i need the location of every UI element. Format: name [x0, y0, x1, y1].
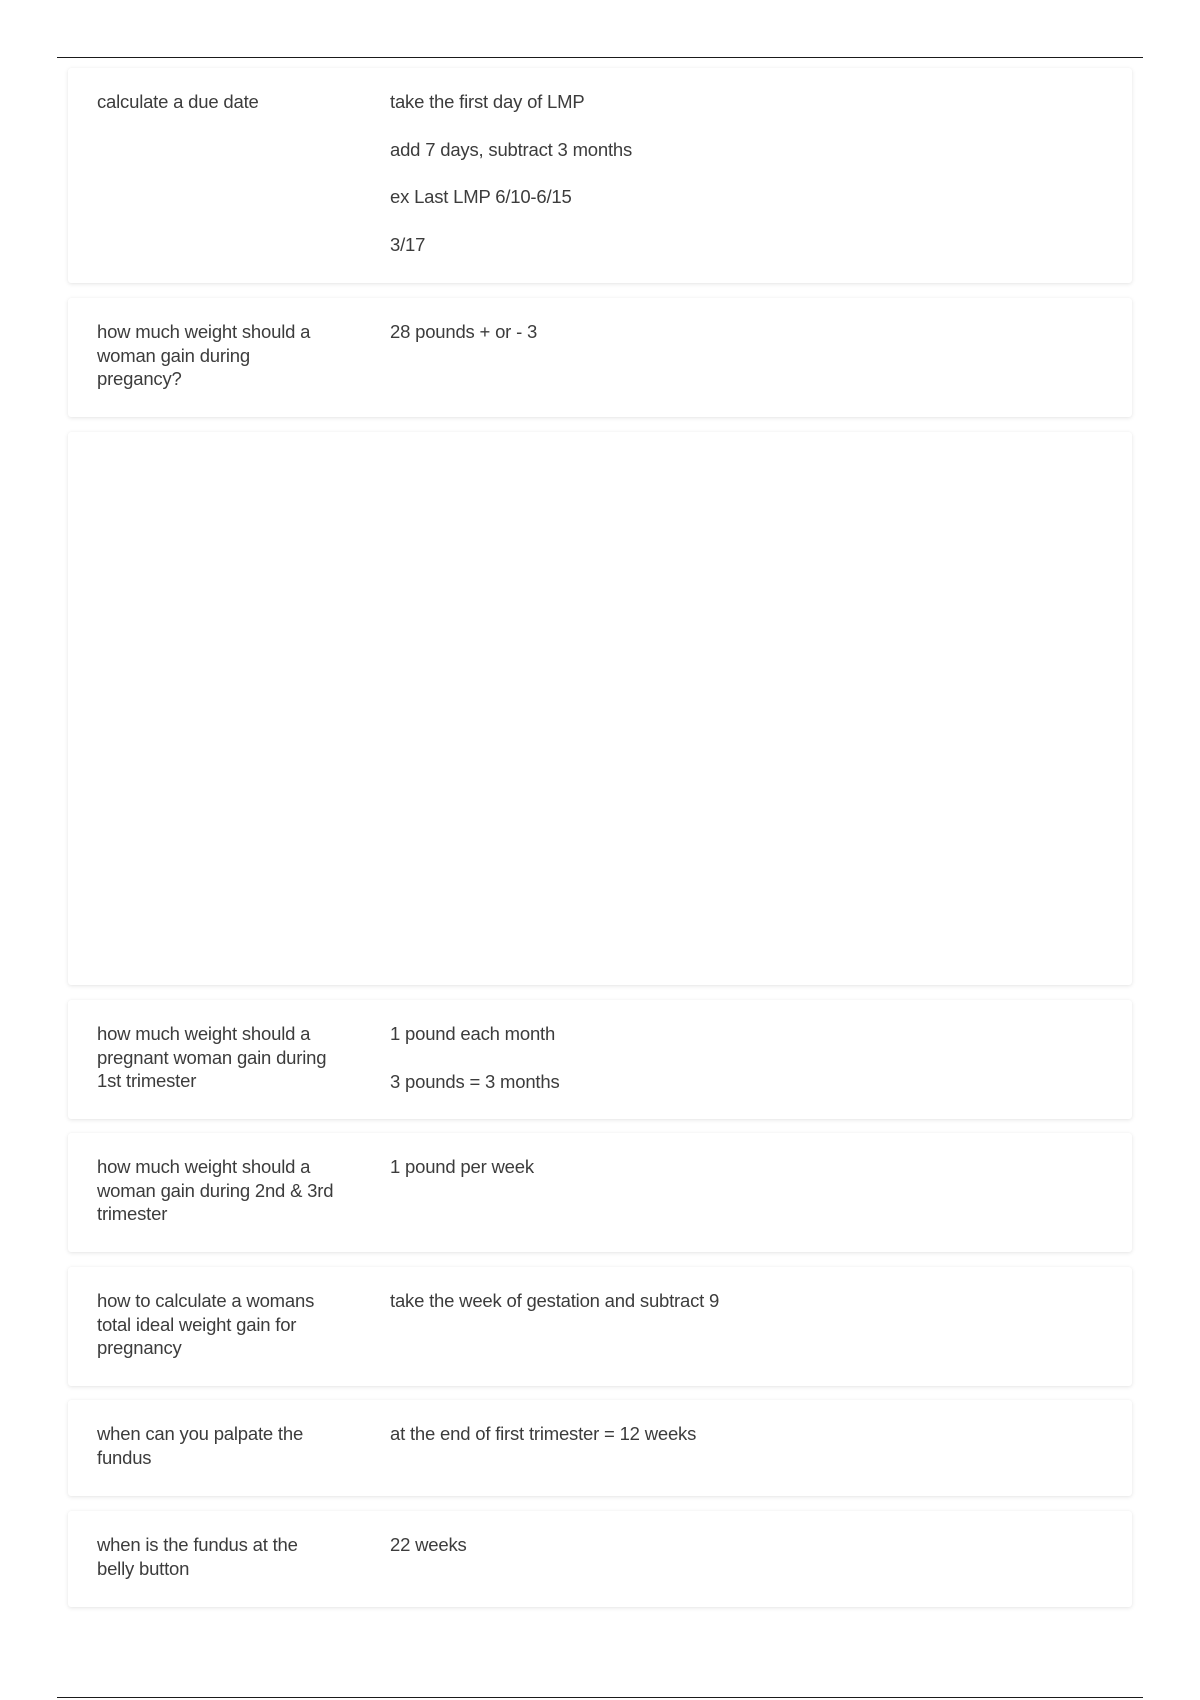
flashcard [68, 1267, 1132, 1386]
flashcard-empty [68, 432, 1132, 985]
flashcard [68, 1000, 1132, 1119]
card-definition [390, 1022, 1090, 1093]
card-term: how much weight should a woman gain during 2nd & 3rd trimester [97, 1156, 334, 1224]
definition-line: take the week of gestation and subtract 9 [390, 1290, 720, 1311]
card-definition [390, 1155, 1090, 1179]
card-term: how much weight should a pregnant woman gain during 1st trimester [97, 1023, 327, 1091]
definition-line: 1 pound per week [390, 1156, 534, 1177]
flashcard [68, 1400, 1132, 1496]
flashcard [68, 1511, 1132, 1607]
card-term: when is the fundus at the belly button [97, 1534, 298, 1579]
definition-line: 1 pound each month [390, 1023, 556, 1044]
definition-line: ex Last LMP 6/10-6/15 [390, 186, 572, 207]
card-term: how much weight should a woman gain during pregancy? [97, 321, 311, 389]
flashcard [68, 68, 1132, 283]
card-term: calculate a due date [97, 91, 259, 112]
flashcard [68, 1133, 1132, 1252]
bottom-divider [57, 1697, 1143, 1698]
card-term: how to calculate a womans total ideal weight gain for pregnancy [97, 1290, 315, 1358]
card-definition [390, 320, 1090, 344]
definition-line: add 7 days, subtract 3 months [390, 138, 633, 160]
definition-line: 3/17 [390, 233, 426, 255]
top-divider [57, 57, 1143, 58]
definition-line: take the first day of LMP [390, 91, 585, 112]
definition-line: 22 weeks [390, 1534, 467, 1555]
definition-line: 3 pounds = 3 months [390, 1070, 560, 1092]
card-definition [390, 90, 1090, 256]
card-term: when can you palpate the fundus [97, 1423, 304, 1468]
card-definition [390, 1289, 1090, 1313]
definition-line: 28 pounds + or - 3 [390, 321, 538, 342]
card-definition [390, 1422, 1090, 1446]
flashcard [68, 298, 1132, 417]
definition-line: at the end of first trimester = 12 weeks [390, 1423, 697, 1444]
card-definition [390, 1533, 1090, 1557]
